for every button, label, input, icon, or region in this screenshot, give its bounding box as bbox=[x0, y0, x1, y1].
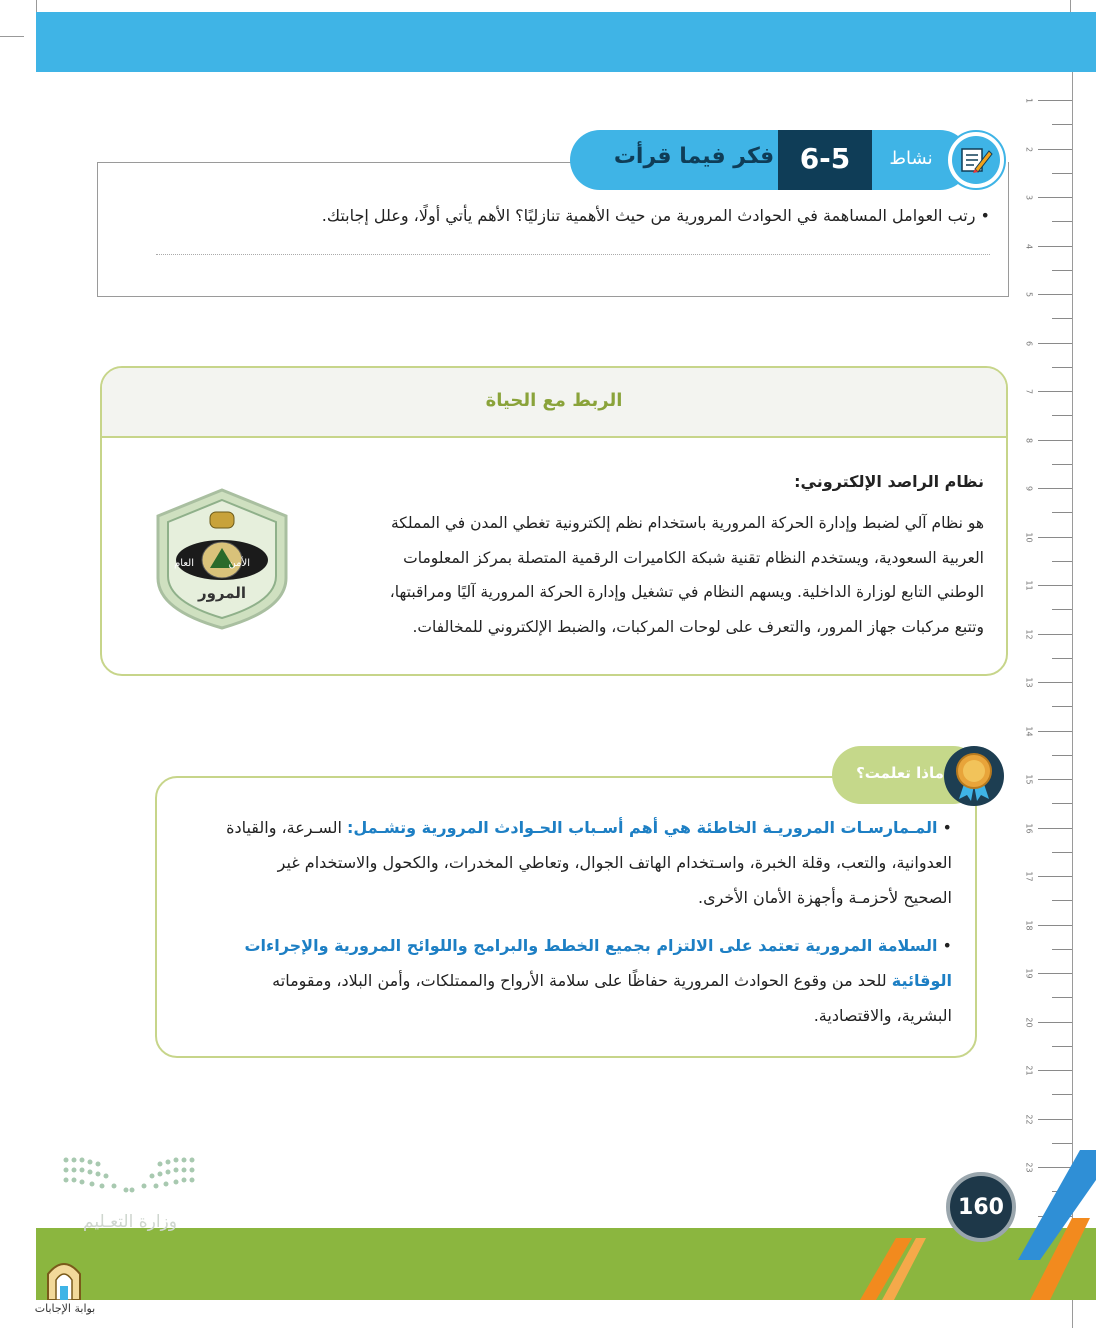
ruler-tick bbox=[1038, 391, 1072, 392]
ruler-tick bbox=[1038, 585, 1072, 586]
traffic-police-badge bbox=[150, 486, 294, 632]
learned-point-2-rest: للحد من وقوع الحوادث المرورية حفاظًا على سلامة الأرواح والممتلكات، وأمن البلاد، ومقوماته bbox=[272, 971, 892, 990]
ruler-number: 11 bbox=[1024, 580, 1034, 591]
ruler-tick bbox=[1038, 828, 1072, 829]
ruler-tick bbox=[1052, 512, 1072, 513]
crop-mark bbox=[0, 36, 24, 37]
ruler-tick bbox=[1052, 124, 1072, 125]
ruler-tick bbox=[1052, 949, 1072, 950]
ruler-tick bbox=[1038, 876, 1072, 877]
ruler-tick bbox=[1052, 415, 1072, 416]
activity-title: فكر فيما قرأت bbox=[613, 144, 775, 169]
ruler-number: 9 bbox=[1024, 485, 1034, 492]
activity-header bbox=[570, 130, 1008, 190]
ruler-number: 20 bbox=[1024, 1016, 1034, 1028]
ruler-number: 21 bbox=[1024, 1065, 1034, 1076]
ruler-tick bbox=[1038, 973, 1072, 974]
ruler-tick bbox=[1038, 682, 1072, 683]
badge-text-right: الأمن bbox=[228, 558, 250, 569]
ruler-tick bbox=[1038, 731, 1072, 732]
learned-point-1-rest: السـرعة، والقيادة bbox=[226, 818, 347, 837]
activity-question: • رتب العوامل المساهمة في الحوادث المرورية من حيث الأهمية تنازليًا؟ الأهم يأتي أولًا، وعلل إجابتك. bbox=[321, 206, 990, 225]
ruler-tick bbox=[1038, 440, 1072, 441]
ministry-logo-icon bbox=[62, 1156, 196, 1196]
answer-line[interactable] bbox=[156, 254, 990, 255]
ruler-number: 18 bbox=[1024, 919, 1034, 931]
ruler-number: 12 bbox=[1024, 628, 1034, 640]
ruler-tick bbox=[1038, 246, 1072, 247]
ruler-number: 1 bbox=[1024, 97, 1034, 104]
ruler-tick bbox=[1038, 779, 1072, 780]
activity-question-text: رتب العوامل المساهمة في الحوادث المرورية من حيث الأهمية تنازليًا؟ الأهم يأتي أولًا، وعلل إجابتك. bbox=[321, 206, 976, 225]
ruler-number: 22 bbox=[1024, 1113, 1034, 1125]
footer-orange-stripes bbox=[846, 1238, 926, 1300]
footer-stripes bbox=[1010, 1150, 1096, 1300]
ruler-tick bbox=[1038, 197, 1072, 198]
ruler-tick bbox=[1052, 852, 1072, 853]
crop-mark bbox=[36, 0, 37, 12]
ruler-tick bbox=[1052, 464, 1072, 465]
ruler-number: 7 bbox=[1024, 388, 1034, 395]
ruler-number: 4 bbox=[1024, 243, 1034, 249]
activity-number: 6-5 bbox=[799, 142, 851, 175]
learned-point-2-line-1: • السلامة المرورية تعتمد على الالتزام بجميع الخطط والبرامج واللوائح المرورية والإجراءات bbox=[244, 936, 952, 955]
learned-tab-label: ماذا تعلمت؟ bbox=[856, 764, 944, 782]
ruler-tick bbox=[1052, 755, 1072, 756]
connection-line: وتتبع مركبات جهاز المرور، والتعرف على لوحات المركبات، والضبط الإلكتروني للمخالفات. bbox=[412, 617, 984, 636]
ruler-number: 6 bbox=[1024, 340, 1034, 346]
ruler-tick bbox=[1052, 1094, 1072, 1095]
connection-line: هو نظام آلي لضبط وإدارة الحركة المرورية باستخدام نظم إلكترونية تغطي المدن في المملكة bbox=[390, 514, 984, 532]
ruler-tick bbox=[1038, 537, 1072, 538]
learned-point-1-line-2: العدوانية، والتعب، وقلة الخبرة، واسـتخدام الهاتف الجوال، وتعاطي المخدرات، والكحول والاستخدام غير bbox=[277, 853, 952, 872]
ruler-tick bbox=[1052, 1143, 1072, 1144]
ruler-number: 14 bbox=[1024, 725, 1034, 737]
ruler-number: 13 bbox=[1024, 677, 1034, 688]
ruler-number: 8 bbox=[1024, 437, 1034, 443]
learned-point-2-line-3: البشرية، والاقتصادية. bbox=[813, 1006, 952, 1025]
badge-text-left: العام bbox=[174, 558, 194, 569]
gateway-logo-icon bbox=[44, 1256, 84, 1300]
ruler-tick bbox=[1038, 149, 1072, 150]
ruler-tick bbox=[1052, 997, 1072, 998]
ruler-number: 19 bbox=[1024, 968, 1034, 979]
connection-subtitle: نظام الراصد الإلكتروني: bbox=[794, 472, 984, 491]
footer-band bbox=[36, 1228, 1096, 1300]
activity-icon bbox=[946, 130, 1006, 190]
medal-icon bbox=[944, 746, 1004, 806]
ruler-tick bbox=[1038, 100, 1072, 101]
learned-tab bbox=[832, 746, 1006, 804]
ruler-tick bbox=[1052, 1046, 1072, 1047]
gateway-name: بوابة الإجابات bbox=[34, 1302, 96, 1315]
ruler-tick bbox=[1052, 706, 1072, 707]
ruler-tick bbox=[1038, 1022, 1072, 1023]
learned-point-1-bold: المـمارسـات المروريـة الخاطئة هي أهم أسـباب الحـوادث المرورية وتشـمل: bbox=[346, 818, 938, 837]
ruler-line bbox=[1072, 72, 1073, 1328]
ruler-tick bbox=[1052, 367, 1072, 368]
ruler-tick bbox=[1052, 658, 1072, 659]
ruler-tick bbox=[1052, 221, 1072, 222]
connection-header bbox=[102, 368, 1006, 438]
connection-body bbox=[340, 506, 984, 644]
ruler-number: 3 bbox=[1024, 194, 1034, 201]
ruler-number: 15 bbox=[1024, 774, 1034, 785]
connection-line: العربية السعودية، ويستخدم النظام تقنية شبكة الكاميرات الرقمية المتصلة بمركز المعلومات bbox=[403, 548, 984, 567]
ruler-number: 16 bbox=[1024, 822, 1034, 834]
badge-text-bottom: المرور bbox=[197, 584, 247, 602]
page-number: 160 bbox=[958, 1194, 1004, 1220]
ruler-number: 10 bbox=[1024, 531, 1034, 543]
learned-point-1-line-1: • المـمارسـات المروريـة الخاطئة هي أهم أسـباب الحـوادث المرورية وتشـمل: السـرعة، والقيادة bbox=[226, 818, 952, 837]
ruler-tick bbox=[1052, 561, 1072, 562]
ruler-tick bbox=[1038, 634, 1072, 635]
ruler-tick bbox=[1052, 900, 1072, 901]
connection-line: الوطني التابع لوزارة الداخلية. ويسهم النظام في تشغيل وإدارة الحركة المرورية آليًا ومراقبتها، bbox=[389, 583, 984, 601]
page-number-badge bbox=[946, 1172, 1016, 1242]
ruler-number: 2 bbox=[1024, 146, 1034, 152]
page-ruler bbox=[1024, 72, 1102, 1328]
top-banner bbox=[36, 12, 1096, 72]
ruler-tick bbox=[1038, 925, 1072, 926]
ministry-name: وزارة التعـليم bbox=[83, 1212, 177, 1232]
ruler-number: 23 bbox=[1024, 1162, 1034, 1173]
ruler-tick bbox=[1052, 173, 1072, 174]
ruler-tick bbox=[1052, 318, 1072, 319]
ruler-number: 5 bbox=[1024, 291, 1034, 298]
ruler-tick bbox=[1052, 609, 1072, 610]
ruler-tick bbox=[1038, 1119, 1072, 1120]
learned-point-2-bold-2: الوقائية bbox=[891, 971, 952, 990]
learned-point-1-line-3: الصحيح لأحزمـة وأجهزة الأمان الأخرى. bbox=[697, 888, 952, 907]
ruler-tick bbox=[1038, 294, 1072, 295]
ruler-tick bbox=[1052, 270, 1072, 271]
learned-point-2-line-2 bbox=[164, 963, 952, 998]
learned-point-2-bold: السلامة المرورية تعتمد على الالتزام بجميع الخطط والبرامج واللوائح المرورية والإجراءات bbox=[244, 936, 938, 955]
connection-title: الربط مع الحياة bbox=[485, 390, 623, 411]
activity-label: نشاط bbox=[889, 148, 933, 169]
ruler-number: 17 bbox=[1024, 871, 1034, 882]
notepad-pencil-icon bbox=[952, 136, 1000, 184]
ruler-tick bbox=[1038, 1070, 1072, 1071]
ruler-tick bbox=[1052, 803, 1072, 804]
ruler-tick bbox=[1038, 343, 1072, 344]
ruler-tick bbox=[1038, 488, 1072, 489]
